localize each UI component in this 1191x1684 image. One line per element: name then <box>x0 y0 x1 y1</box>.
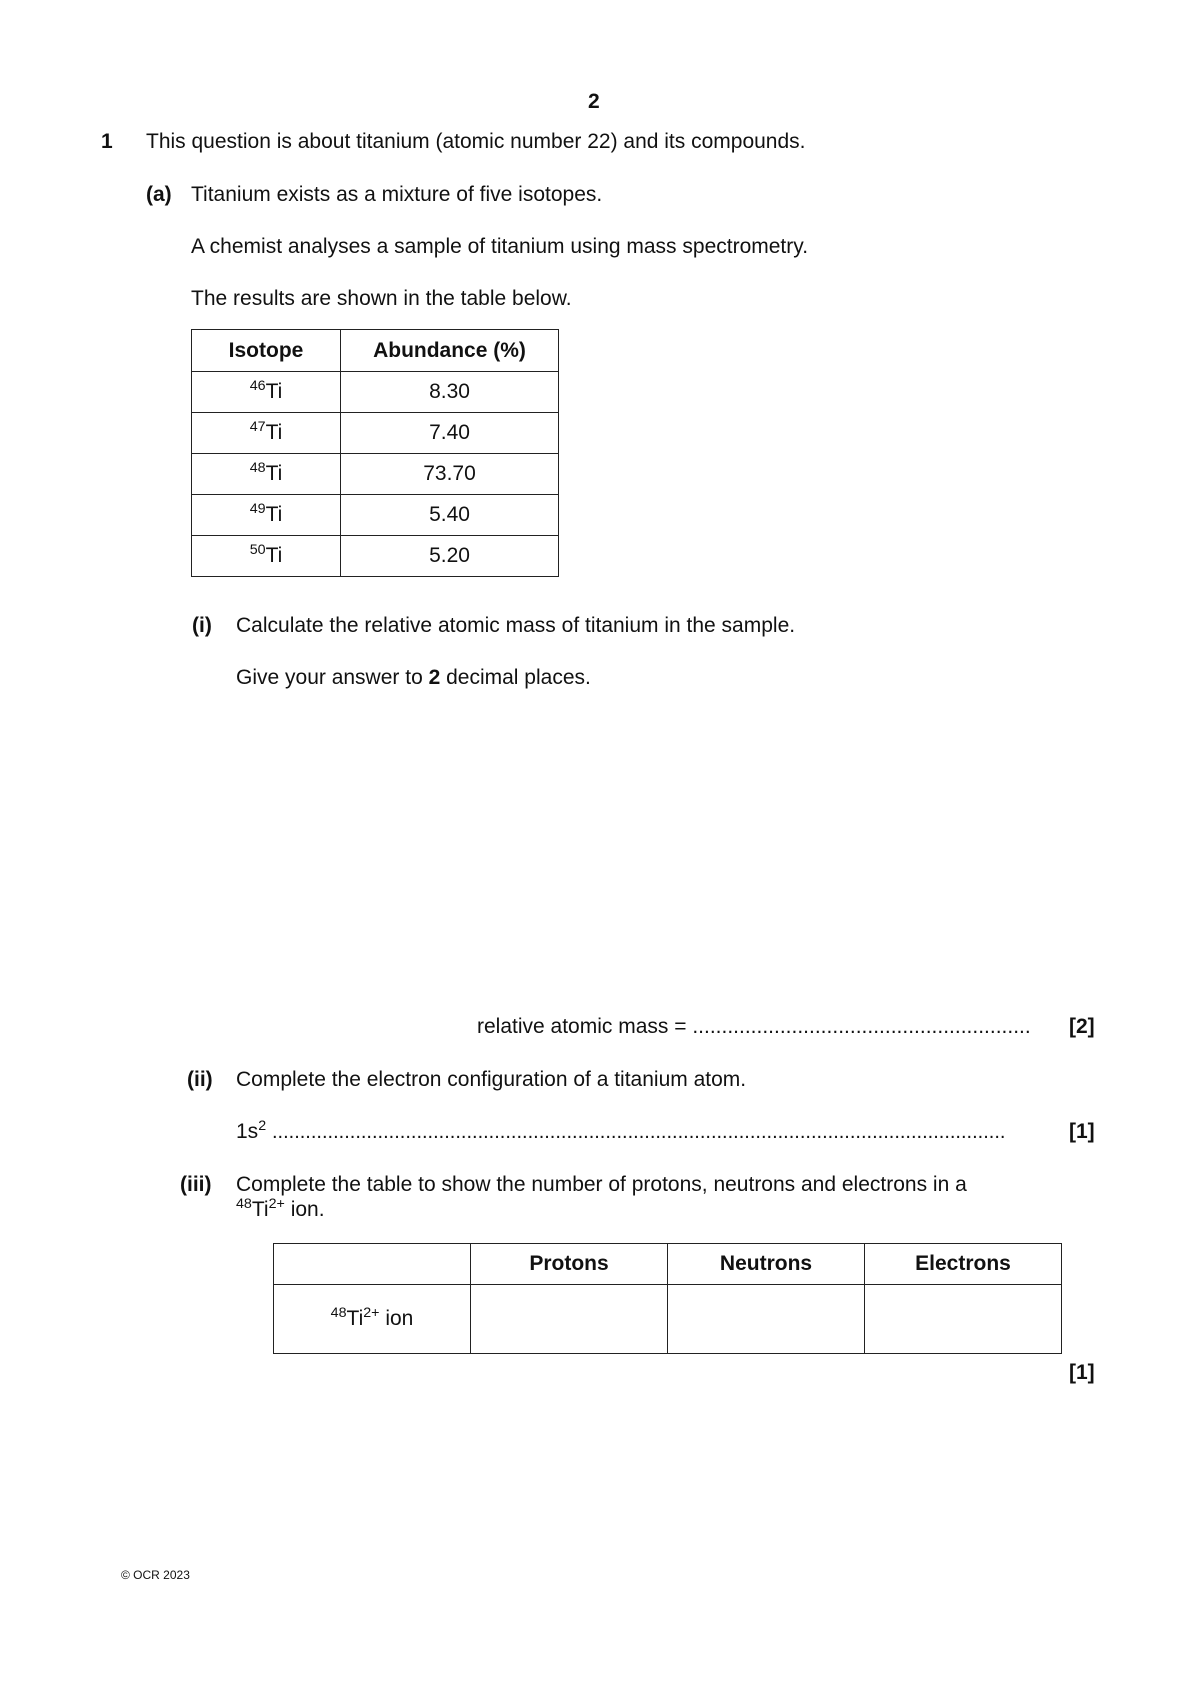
isotope-cell <box>192 536 341 577</box>
part-i-label: (i) <box>192 614 212 637</box>
element-symbol: Ti <box>265 544 283 567</box>
neutrons-answer-cell[interactable] <box>668 1285 865 1354</box>
abundance-cell: 8.30 <box>341 372 559 413</box>
table-row <box>192 495 559 536</box>
answer-label: relative atomic mass = <box>477 1015 693 1038</box>
part-i-text-2-pre: Give your answer to <box>236 666 429 689</box>
element-symbol: Ti <box>265 503 283 526</box>
part-iii-text-2-post: ion. <box>284 1198 325 1221</box>
electron-configuration-answer[interactable] <box>236 1120 1005 1144</box>
particle-table-header-row <box>274 1244 1062 1285</box>
protons-answer-cell[interactable] <box>471 1285 668 1354</box>
table-row <box>274 1285 1062 1354</box>
part-a-text-2: A chemist analyses a sample of titanium using mass spectrometry. <box>191 235 809 258</box>
config-superscript: 2 <box>258 1118 267 1135</box>
element-symbol: Ti <box>265 421 283 444</box>
abundance-header: Abundance (%) <box>341 330 559 372</box>
electrons-header: Electrons <box>865 1244 1062 1285</box>
ion-symbol: Ti <box>346 1307 364 1330</box>
element-symbol: Ti <box>265 462 283 485</box>
abundance-cell: 73.70 <box>341 454 559 495</box>
ion-row-label-post: ion <box>379 1307 414 1330</box>
ion-symbol: Ti <box>251 1198 269 1221</box>
table-row <box>192 372 559 413</box>
isotope-cell <box>192 495 341 536</box>
page-number: 2 <box>588 90 600 113</box>
answer-line[interactable]: .......................................................... <box>692 1015 1031 1038</box>
part-i-text-1: Calculate the relative atomic mass of titanium in the sample. <box>236 614 796 637</box>
isotope-cell <box>192 454 341 495</box>
mass-number: 46 <box>249 378 266 395</box>
marks-part-ii: [1] <box>1069 1120 1095 1143</box>
ion-charge: 2+ <box>268 1196 285 1213</box>
mass-number: 48 <box>249 460 266 477</box>
part-ii-label: (ii) <box>187 1068 213 1091</box>
part-a-text-1: Titanium exists as a mixture of five isotopes. <box>191 183 603 206</box>
marks-part-i: [2] <box>1069 1015 1095 1038</box>
mass-number: 50 <box>249 542 266 559</box>
blank-header <box>274 1244 471 1285</box>
isotope-table <box>191 329 559 577</box>
marks-part-iii: [1] <box>1069 1361 1095 1384</box>
particle-count-table <box>273 1243 1062 1354</box>
part-i-text-2-post: decimal places. <box>440 666 591 689</box>
ion-mass-number: 48 <box>236 1196 252 1213</box>
decimal-places-count: 2 <box>428 666 441 689</box>
relative-atomic-mass-answer[interactable] <box>477 1015 1031 1039</box>
protons-header: Protons <box>471 1244 668 1285</box>
mass-number: 49 <box>249 501 266 518</box>
config-base: 1s <box>236 1120 259 1143</box>
ion-mass-number: 48 <box>330 1305 347 1322</box>
part-a-text-3: The results are shown in the table below. <box>191 287 572 310</box>
part-iii-text-1: Complete the table to show the number of protons, neutrons and electrons in a <box>236 1173 967 1196</box>
part-iii-label: (iii) <box>180 1173 212 1196</box>
part-iii-text-2 <box>236 1198 325 1222</box>
abundance-cell: 5.20 <box>341 536 559 577</box>
abundance-cell: 7.40 <box>341 413 559 454</box>
electrons-answer-cell[interactable] <box>865 1285 1062 1354</box>
neutrons-header: Neutrons <box>668 1244 865 1285</box>
answer-line[interactable]: .................................................................................................................................... <box>271 1121 1006 1143</box>
table-row <box>192 536 559 577</box>
ion-charge: 2+ <box>363 1305 380 1322</box>
isotope-cell <box>192 372 341 413</box>
part-i-text-2 <box>236 666 591 690</box>
isotope-cell <box>192 413 341 454</box>
table-row <box>192 413 559 454</box>
element-symbol: Ti <box>265 380 283 403</box>
part-ii-text: Complete the electron configuration of a titanium atom. <box>236 1068 747 1091</box>
part-a-label: (a) <box>146 183 172 206</box>
isotope-header: Isotope <box>192 330 341 372</box>
copyright: © OCR 2023 <box>121 1568 190 1582</box>
ion-row-label <box>274 1285 471 1354</box>
table-row <box>192 454 559 495</box>
question-number: 1 <box>101 130 113 153</box>
question-intro: This question is about titanium (atomic number 22) and its compounds. <box>146 130 806 153</box>
mass-number: 47 <box>249 419 266 436</box>
abundance-cell: 5.40 <box>341 495 559 536</box>
isotope-table-header-row <box>192 330 559 372</box>
